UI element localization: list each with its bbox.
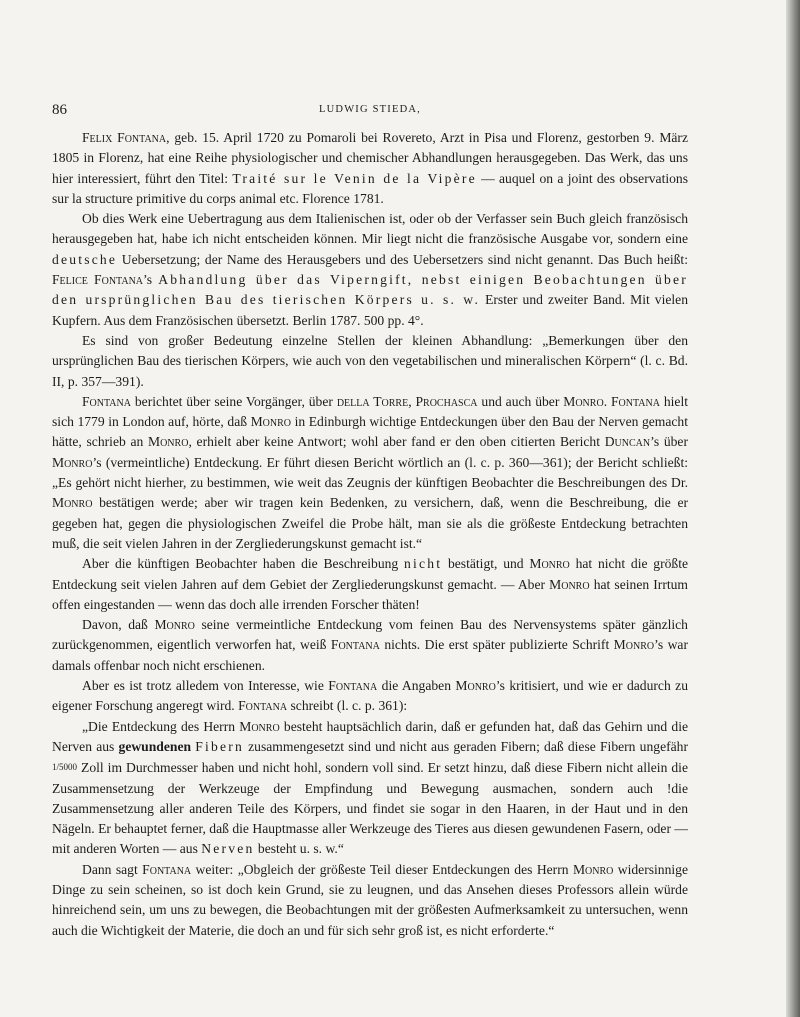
body-text — [52, 128, 688, 941]
paragraph — [52, 392, 688, 554]
paragraph — [52, 331, 688, 392]
text-run: besteht u. s. w.“ — [254, 841, 344, 857]
text-run: besteht hauptsächlich darin, daß er gefunden hat, daß das Gehirn und die Nerven aus — [52, 718, 688, 754]
text-run: , — [408, 393, 416, 409]
text-run: Dann sagt — [82, 861, 143, 877]
name-smallcaps: Fontana — [142, 861, 192, 877]
paragraph — [52, 128, 688, 209]
text-run: ’s war damals offenbar noch nicht erschienen. — [52, 637, 688, 673]
text-run: in Edinburgh wichtige Entdeckungen über den Bau der Nerven gemacht hätte, schrieb an — [52, 414, 689, 450]
paragraph — [52, 676, 688, 717]
name-smallcaps: Monro — [52, 495, 93, 511]
paragraph — [52, 209, 688, 331]
name-smallcaps: Monro — [613, 637, 655, 653]
text-run: nichts. Die erst später publizierte Schrift — [379, 637, 614, 653]
text-run: . — [603, 393, 611, 409]
text-run: seine vermeintliche Entdeckung vom feinen Bau des Nervensystems später gänzlich zurückgenommen, eigentlich verworfen hat, weiß — [52, 617, 688, 653]
text-run: Zoll im Durchmesser haben und nicht hohl, sondern voll sind. Er setzt hinzu, daß diese Fibern nicht allein die Zusammensetzung der Werkzeuge der Empfindung und Bewegung ausmachen, sondern auch !die Zusammensetzung aller anderen Teile des Körpers, und findet sie sogar in den Haaren, in der Haut und in den Nägeln. Er behauptet ferner, daß die Hauptmasse aller Werkzeuge des Tieres aus diesen gewundenen Fasern, oder — mit anderen Worten — aus — [52, 760, 688, 857]
text-run: ’s kritisiert, und wie er dadurch zu eigener Forschung angeregt wird. — [52, 678, 688, 714]
spaced-text: Traité sur le Venin de la Vipère — [232, 170, 477, 186]
page-edge-shadow — [786, 0, 800, 1017]
name-smallcaps: Fontana — [328, 678, 378, 694]
text-run: bestätigt, und — [442, 556, 530, 572]
text-run: schreibt (l. c. p. 361): — [287, 698, 408, 714]
name-smallcaps: Fontana — [238, 698, 288, 714]
text-run: berichtet über seine Vorgänger, über — [130, 393, 337, 409]
name-smallcaps: Monro — [250, 414, 292, 430]
name-smallcaps: Monro — [455, 678, 496, 694]
fraction: 1/5000 — [52, 762, 78, 773]
text-run: ’s — [143, 272, 159, 288]
text-run: hielt sich 1779 in London auf, hörte, daß — [52, 393, 688, 430]
spaced-text: Fibern — [195, 738, 244, 754]
document-page — [52, 100, 688, 941]
name-smallcaps: Prochasca — [415, 393, 478, 409]
text-run: bestätigen werde; aber wir tragen kein Bedenken, zu versichern, daß, wenn die Beschreibung, die er gegeben hat, gegen die physiologischen Zweifel die Probe hält, man sie als die größeste Entdeckung betrachten muß, die seit vielen Jahren in der Zergliederungskunst gemacht ist.“ — [52, 495, 688, 551]
spaced-text: nicht — [404, 556, 443, 572]
spaced-text: Nerven — [201, 841, 255, 857]
header-title: LUDWIG STIEDA, — [319, 104, 421, 115]
paragraph — [52, 860, 688, 941]
page-number: 86 — [52, 102, 67, 118]
text-run: weiter: „Obgleich der größeste Teil dieser Entdeckungen des Herrn — [191, 861, 573, 877]
text-run: hat nicht die größte Entdeckung seit vielen Jahren auf dem Gebiet der Zergliederungskunst gemacht. — Aber — [52, 556, 689, 592]
name-smallcaps: Monro — [549, 576, 590, 592]
name-smallcaps: Fontana — [82, 393, 131, 409]
paragraph — [52, 615, 688, 676]
name-smallcaps: Monro — [148, 434, 189, 450]
name-smallcaps: Monro — [572, 861, 614, 877]
bold-text: gewundenen — [118, 738, 192, 754]
paragraph — [52, 554, 688, 615]
name-smallcaps: Felix Fontana — [82, 130, 167, 145]
name-smallcaps: Monro — [154, 617, 195, 633]
name-smallcaps: Fontana — [330, 637, 380, 653]
spaced-text: deutsche — [52, 251, 118, 267]
text-run: Aber es ist trotz alledem von Interesse, wie — [82, 678, 329, 694]
name-smallcaps: Monro — [563, 393, 604, 409]
text-run: Erster und zweiter Band. Mit vielen Kupfern. Aus dem Französischen übersetzt. Berlin 1787. 500 pp. 4°. — [52, 292, 688, 328]
text-run: Uebersetzung; der Name des Herausgebers und des Uebersetzers sind nicht genannt. Das Buch heißt: — [117, 251, 688, 267]
text-run: zusammengesetzt sind und nicht aus geraden Fibern; daß diese Fibern ungefähr — [243, 738, 688, 754]
text-run: Ob dies Werk eine Uebertragung aus dem Italienischen ist, oder ob der Verfasser sein Buch gleich französisch herausgegeben hat, habe ich nicht entscheiden können. Mir liegt nicht die französische Ausgabe vor, sondern eine — [52, 211, 688, 247]
text-run: Es sind von großer Bedeutung einzelne Stellen der kleinen Abhandlung: „Bemerkungen über den ursprünglichen Bau des tierischen Körpers, wie auch von den vegetabilischen und mineralischen Körpern“ (l. c. Bd. II, p. 357—391). — [52, 332, 688, 389]
name-smallcaps: Monro — [239, 718, 280, 734]
paragraph — [52, 717, 688, 860]
text-run: Aber die künftigen Beobachter haben die Beschreibung — [82, 556, 404, 572]
name-smallcaps: della Torre — [336, 393, 409, 409]
text-run: widersinnige Dinge zu sein scheinen, so ist doch kein Grund, sie zu leugnen, und das Ansehen dieses Professors allein würde hinreichend sein, um uns zu bewegen, die Beobachtungen mit der größesten Aufmerksamkeit zu untersuchen, wenn auch die Wichtigkeit der Materie, die doch an und für sich sehr groß ist, es nicht erforderte.“ — [52, 861, 688, 938]
name-smallcaps: Fontana — [610, 393, 660, 409]
text-run: „Die Entdeckung des Herrn — [82, 718, 240, 734]
text-run: die Angaben — [377, 678, 456, 694]
text-run: ’s über — [650, 434, 688, 450]
running-head — [52, 100, 688, 124]
name-smallcaps: Felice Fontana — [52, 272, 144, 288]
text-run: , geb. 15. April 1720 zu Pomaroli bei Rovereto, Arzt in Pisa und Florenz, gestorben 9. März 1805 in Florenz, hat eine Reihe physiologischer und chemischer Abhandlungen herausgegeben. Das Werk, das uns hier interessiert, führt den Titel: — [52, 130, 688, 186]
name-smallcaps: Monro — [529, 556, 570, 572]
text-run: und auch über — [477, 393, 564, 409]
spaced-text: Abhandlung über das Viperngift, nebst einigen Beobachtungen über den ursprünglichen Bau des tierischen Körpers u. s. w. — [52, 272, 689, 308]
name-smallcaps: Monro — [52, 454, 93, 470]
text-run: hat seinen Irrtum offen eingestanden — wenn das doch alle irrenden Forscher thäten! — [52, 576, 688, 612]
name-smallcaps: Duncan — [604, 434, 651, 450]
text-run: Davon, daß — [82, 617, 155, 633]
text-run: ’s (vermeintliche) Entdeckung. Er führt diesen Bericht wörtlich an (l. c. p. 360—361); der Bericht schließt: „Es gehört nicht hierher, zu bestimmen, wie weit das Zeugnis der künftigen Beobachter die Beschreibungen des Dr. — [52, 454, 688, 491]
text-run: , erhielt aber keine Antwort; wohl aber fand er den oben citierten Bericht — [188, 434, 605, 450]
text-run: — auquel on a joint des observations sur la structure primitive du corps animal etc. Florence 1781. — [52, 170, 689, 206]
